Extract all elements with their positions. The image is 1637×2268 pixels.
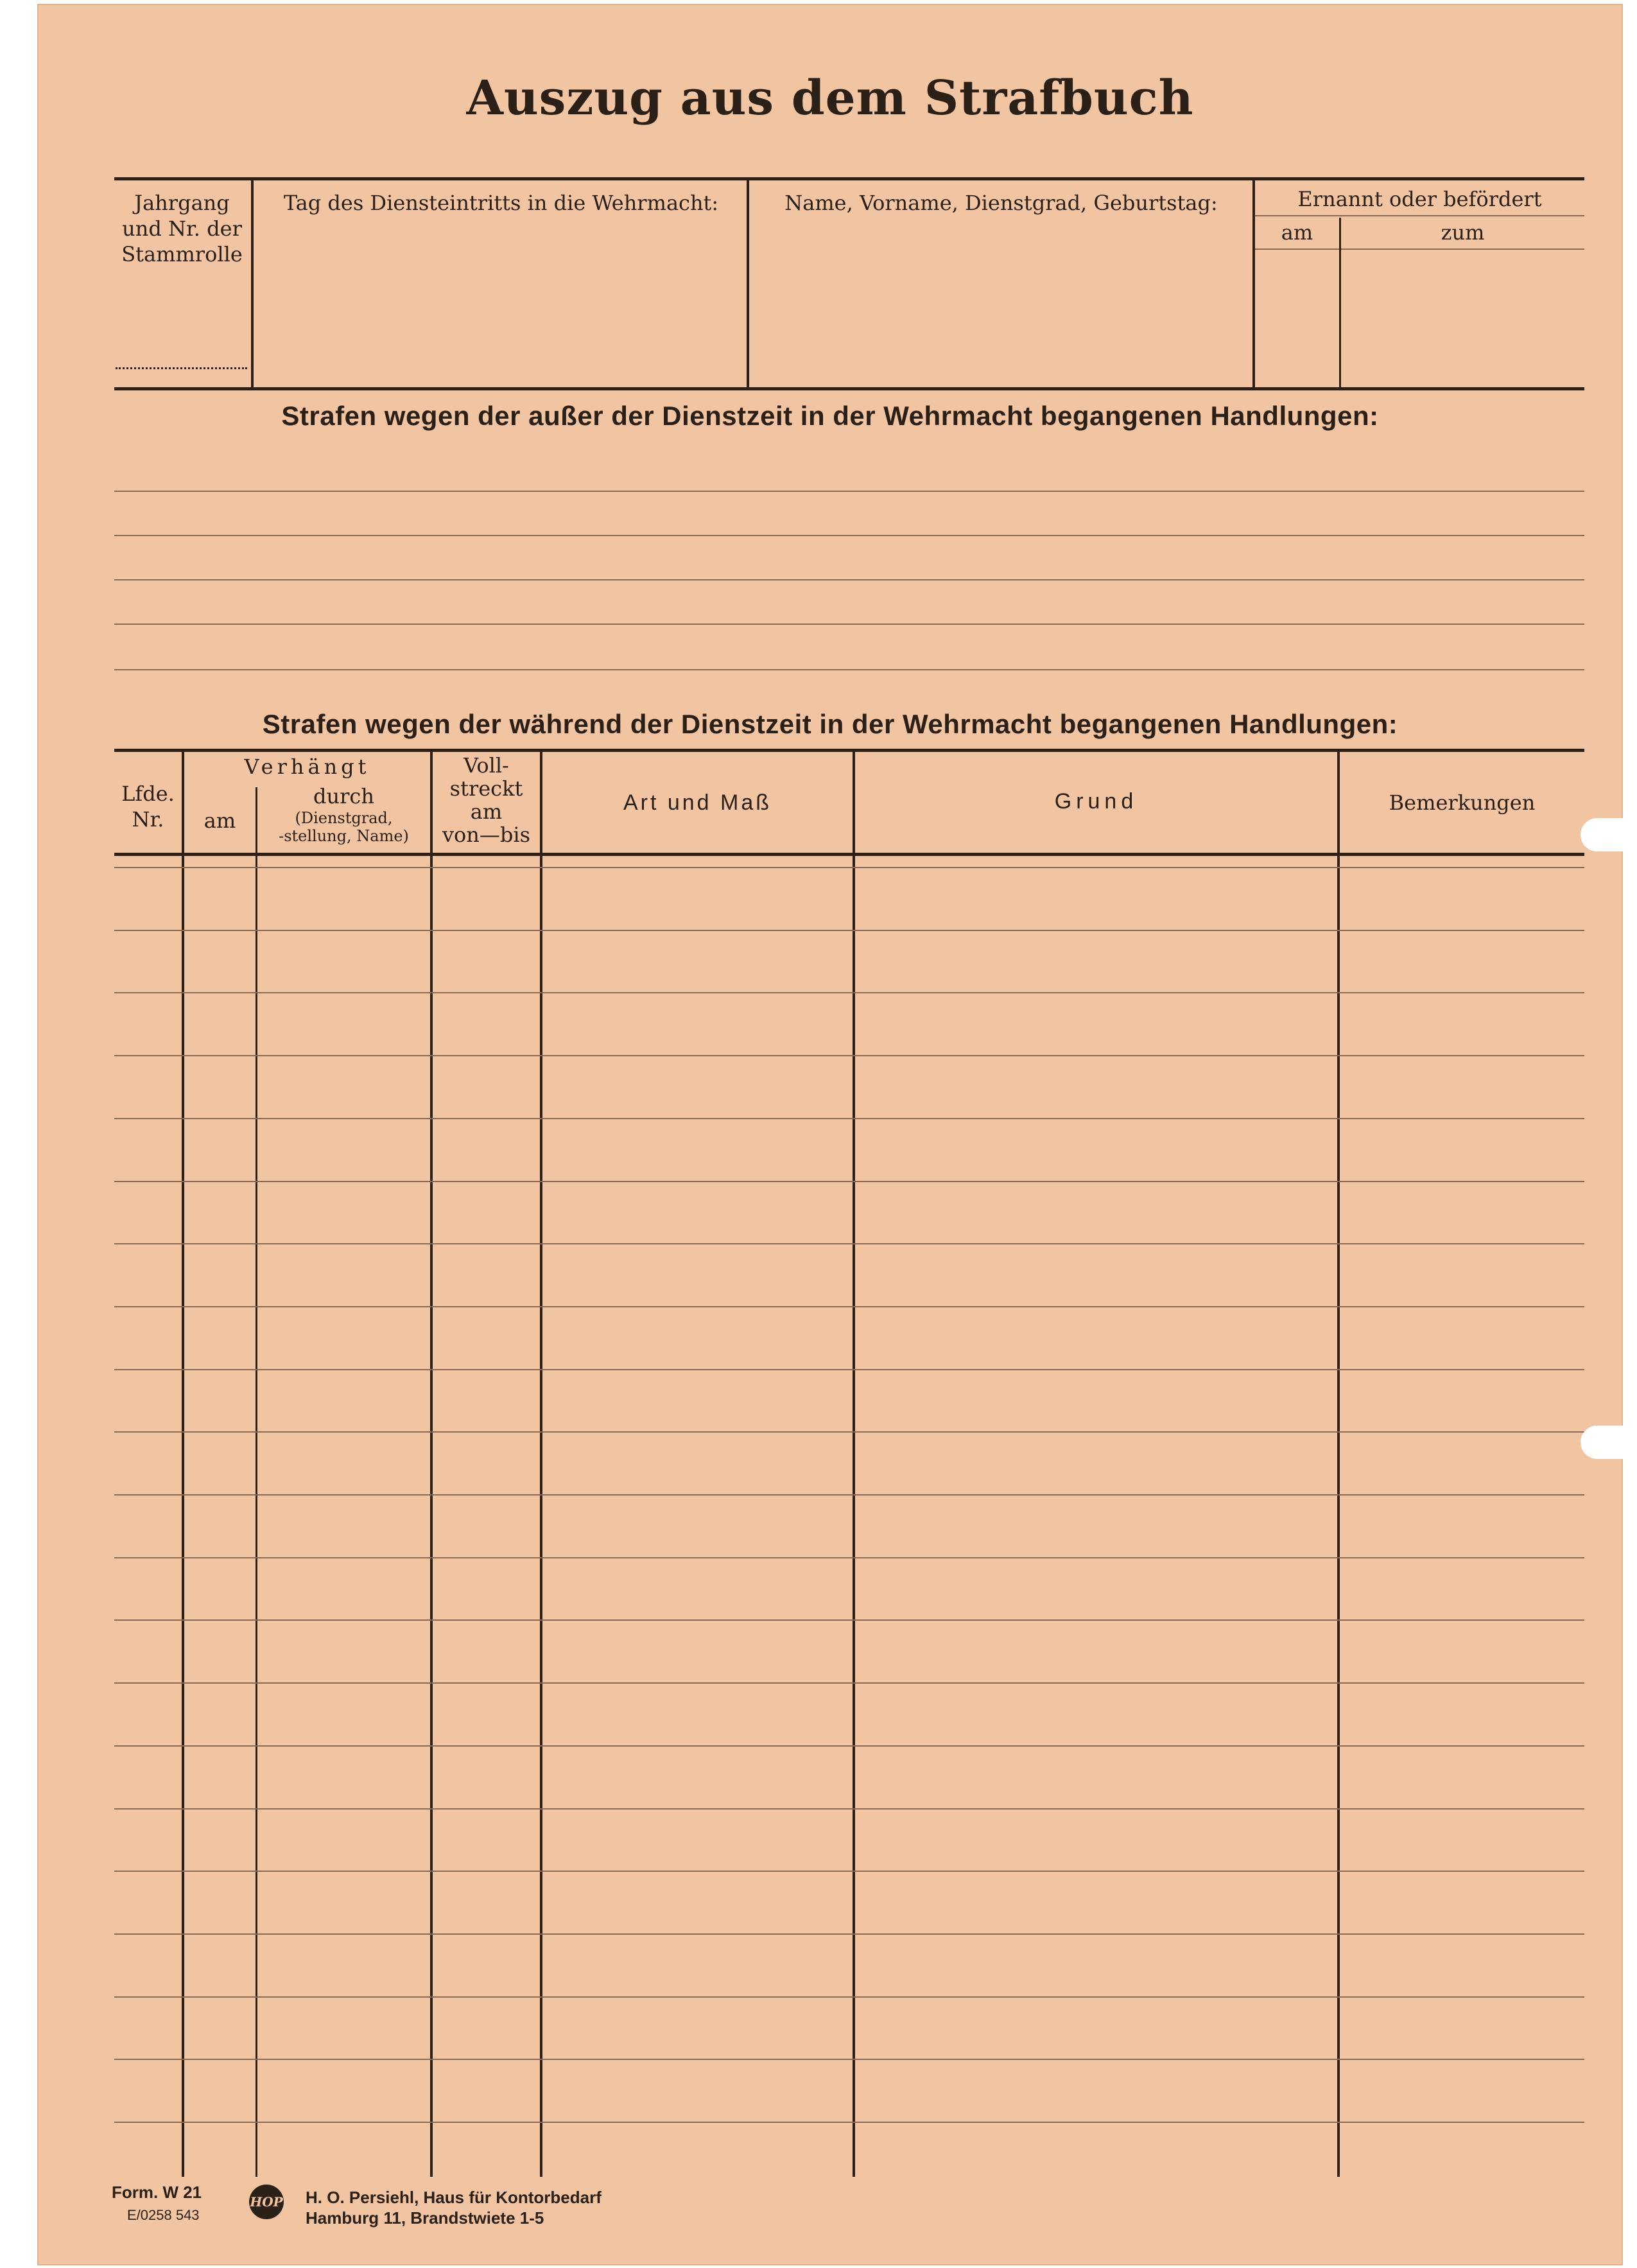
- paper-notch-top: [1581, 818, 1625, 851]
- section-during-heading: Strafen wegen der während der Dienstzeit in der Wehrmacht begangenen Handlungen:: [262, 709, 1398, 739]
- table-row-line: [114, 1745, 1584, 1747]
- form-number: Form. W 21: [112, 2183, 202, 2202]
- table-row-line: [114, 1933, 1584, 1935]
- col-durch-sub-1: (Dienstgrad,: [295, 809, 393, 827]
- col-jahrgang-line-2: und Nr. der: [122, 216, 242, 241]
- table-row-line: [114, 1996, 1584, 1998]
- col-ernannt-am: am: [1281, 220, 1313, 245]
- table-row-line: [114, 1494, 1584, 1496]
- col-diensteintritt: Tag des Diensteintritts in die Wehrmacht:: [283, 191, 719, 215]
- col-vollstreckt-line-2: streckt: [449, 776, 523, 801]
- table-row-line: [114, 1871, 1584, 1872]
- col-vollstreckt-line-3: am: [470, 799, 503, 824]
- table-row-line: [114, 1181, 1584, 1182]
- table-row-line: [114, 930, 1584, 931]
- col-name: Name, Vorname, Dienstgrad, Geburtstag:: [784, 191, 1218, 215]
- col-art: Art und Maß: [623, 790, 772, 815]
- form-code: E/0258 543: [127, 2207, 200, 2223]
- table-row-line: [114, 1369, 1584, 1370]
- col-verhaengt: Verhängt: [244, 755, 370, 779]
- table-row-line: [114, 2122, 1584, 2123]
- col-vollstreckt-line-1: Voll-: [463, 753, 509, 778]
- outside-line-2: [114, 535, 1584, 536]
- table-row-line: [114, 1055, 1584, 1056]
- col-jahrgang-line-3: Stammrolle: [121, 242, 243, 266]
- form-sheet: [37, 4, 1623, 2265]
- header-divider-2: [747, 179, 749, 387]
- table-col-divider-1: [182, 750, 184, 2177]
- outside-line-4: [114, 624, 1584, 625]
- publisher-name: H. O. Persiehl, Haus für Kontorbedarf: [306, 2188, 602, 2207]
- col-durch: [257, 783, 430, 845]
- table-row-line: [114, 1306, 1584, 1307]
- col-lfde-line-2: Nr.: [132, 807, 164, 832]
- stammrolle-dots: [116, 367, 247, 369]
- header-divider-1: [251, 179, 254, 387]
- table-row-line: [114, 992, 1584, 993]
- col-lfde-line-1: Lfde.: [121, 781, 175, 806]
- outside-line-3: [114, 579, 1584, 580]
- col-ernannt: Ernannt oder befördert: [1297, 187, 1542, 211]
- col-vollstreckt-line-4: von—bis: [442, 823, 531, 847]
- col-am: am: [204, 808, 236, 833]
- table-col-divider-5: [853, 750, 855, 2177]
- form-title: Auszug aus dem Strafbuch: [466, 71, 1194, 126]
- ernannt-subrule-2: [1255, 249, 1584, 250]
- col-ernannt-zum: zum: [1441, 220, 1485, 245]
- publisher-address: Hamburg 11, Brandstwiete 1-5: [306, 2208, 544, 2228]
- ernannt-subrule: [1255, 215, 1584, 216]
- table-col-divider-6: [1337, 750, 1340, 2177]
- table-header-rule: [114, 853, 1584, 856]
- table-col-divider-4: [540, 750, 542, 2177]
- table-row-line: [114, 1682, 1584, 1684]
- table-col-divider-3: [430, 750, 433, 2177]
- table-row-line: [114, 1808, 1584, 1810]
- section-outside-heading: Strafen wegen der außer der Dienstzeit in der Wehrmacht begangenen Handlungen:: [281, 401, 1379, 431]
- outside-line-1: [114, 491, 1584, 492]
- header-top-rule: [114, 177, 1584, 180]
- col-vollstreckt: [433, 754, 540, 846]
- table-row-line: [114, 1619, 1584, 1621]
- table-row-line: [114, 1431, 1584, 1433]
- col-bemerkungen: Bemerkungen: [1389, 790, 1536, 815]
- table-row-line: [114, 1243, 1584, 1244]
- table-row-line: [114, 1118, 1584, 1119]
- col-grund: Grund: [1054, 789, 1138, 814]
- table-row-line: [114, 867, 1584, 868]
- table-row-line: [114, 1557, 1584, 1558]
- col-durch-sub-2: -stellung, Name): [279, 827, 409, 845]
- header-bottom-rule: [114, 387, 1584, 390]
- table-top-rule: [114, 749, 1584, 752]
- col-lfde: [114, 781, 182, 832]
- publisher-logo: HOP: [249, 2185, 284, 2219]
- table-row-line: [114, 2059, 1584, 2060]
- paper-notch-bottom: [1581, 1426, 1625, 1459]
- col-jahrgang: [113, 190, 251, 267]
- outside-line-5: [114, 669, 1584, 670]
- table-col-divider-2: [256, 787, 257, 2177]
- col-jahrgang-line-1: Jahrgang: [134, 191, 230, 215]
- col-durch-label: durch: [313, 784, 374, 808]
